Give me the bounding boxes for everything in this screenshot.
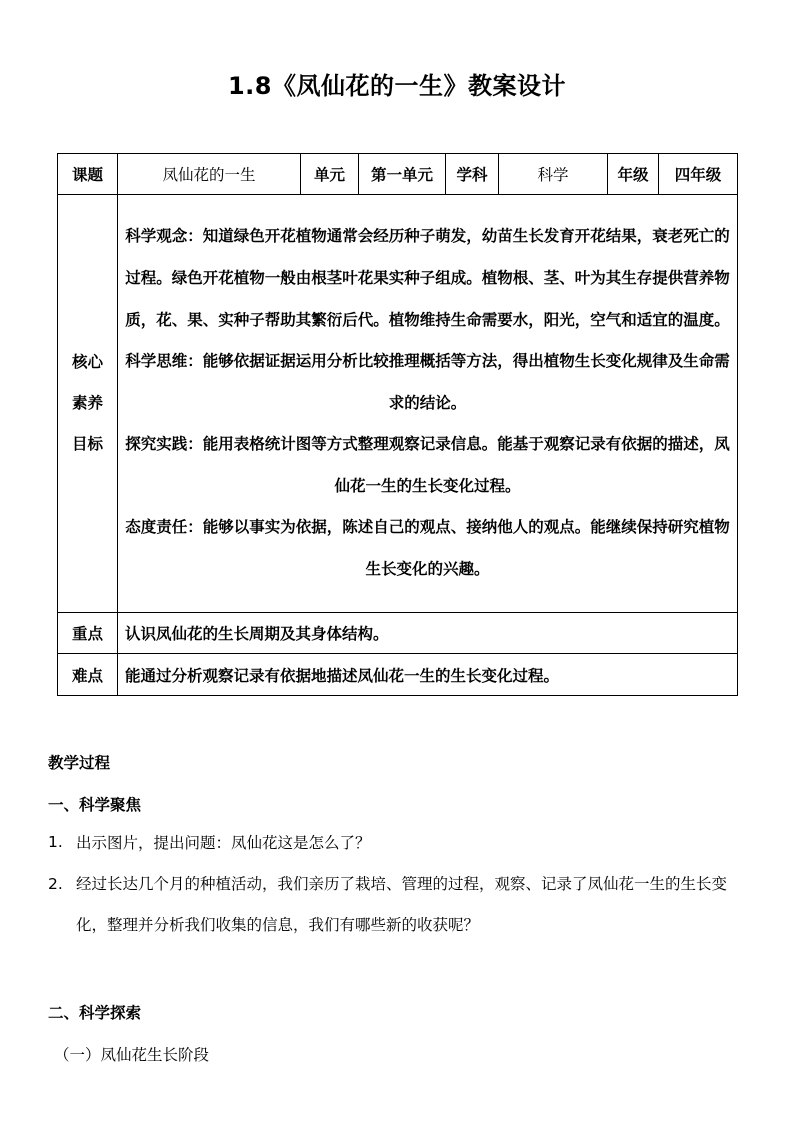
page-title: 1.8《凤仙花的一生》教案设计 bbox=[227, 72, 566, 100]
inquiry-practice-text: 探究实践：能用表格统计图等方式整理观察记录信息。能基于观察记录有依据的描述，凤仙花一生的生长变化过程。 bbox=[125, 435, 730, 495]
core-goal-label-line: 素养 bbox=[71, 394, 103, 412]
unit-label: 单元 bbox=[301, 154, 359, 195]
table-row bbox=[58, 195, 738, 613]
topic-label: 课题 bbox=[58, 154, 118, 195]
core-goal-content bbox=[118, 195, 738, 613]
core-goal-label-line: 目标 bbox=[71, 435, 103, 453]
list-item-number: 1. bbox=[48, 833, 63, 851]
list-item-text: 出示图片，提出问题：凤仙花这是怎么了？ bbox=[76, 834, 371, 852]
unit-value: 第一单元 bbox=[359, 154, 446, 195]
attitude-responsibility-text: 态度责任：能够以事实为依据，陈述自己的观点、接纳他人的观点。能继续保持研究植物生长变化的兴趣。 bbox=[125, 518, 730, 579]
teaching-process-heading: 教学过程 bbox=[48, 754, 111, 772]
science-thinking-text: 科学思维：能够依据证据运用分析比较推理概括等方法，得出植物生长变化规律及生命需求的结论。 bbox=[125, 352, 730, 412]
core-goal-label bbox=[58, 195, 118, 613]
table-row bbox=[58, 613, 738, 654]
grade-label: 年级 bbox=[608, 154, 659, 195]
topic-value: 凤仙花的一生 bbox=[118, 154, 301, 195]
science-concept-text: 科学观念：知道绿色开花植物通常会经历种子萌发，幼苗生长发育开花结果，衰老死亡的过程。绿色开花植物一般由根茎叶花果实种子组成。植物根、茎、叶为其生存提供营养物质，花、果、实种子帮助其繁衍后代。植物维持生命需要水，阳光，空气和适宜的温度。 bbox=[125, 227, 730, 329]
difficulty-text: 能通过分析观察记录有依据地描述凤仙花一生的生长变化过程。 bbox=[118, 654, 738, 696]
subsection-growth-stages: （一）凤仙花生长阶段 bbox=[54, 1046, 210, 1064]
grade-value: 四年级 bbox=[659, 154, 738, 195]
key-point-text: 认识凤仙花的生长周期及其身体结构。 bbox=[118, 613, 738, 654]
section-science-focus: 一、科学聚焦 bbox=[48, 796, 142, 814]
lesson-info-table bbox=[57, 153, 738, 696]
key-point-label: 重点 bbox=[58, 613, 118, 654]
table-row bbox=[58, 654, 738, 696]
section-science-exploration: 二、科学探索 bbox=[48, 1004, 142, 1022]
subject-value: 科学 bbox=[499, 154, 608, 195]
table-row bbox=[58, 154, 738, 195]
difficulty-label: 难点 bbox=[58, 654, 118, 696]
core-goal-label-line: 核心 bbox=[71, 353, 103, 371]
list-item-text: 经过长达几个月的种植活动，我们亲历了栽培、管理的过程，观察、记录了凤仙花一生的生长变化，整理并分析我们收集的信息，我们有哪些新的收获呢？ bbox=[76, 875, 728, 934]
subject-label: 学科 bbox=[446, 154, 499, 195]
list-item-number: 2. bbox=[48, 875, 63, 893]
